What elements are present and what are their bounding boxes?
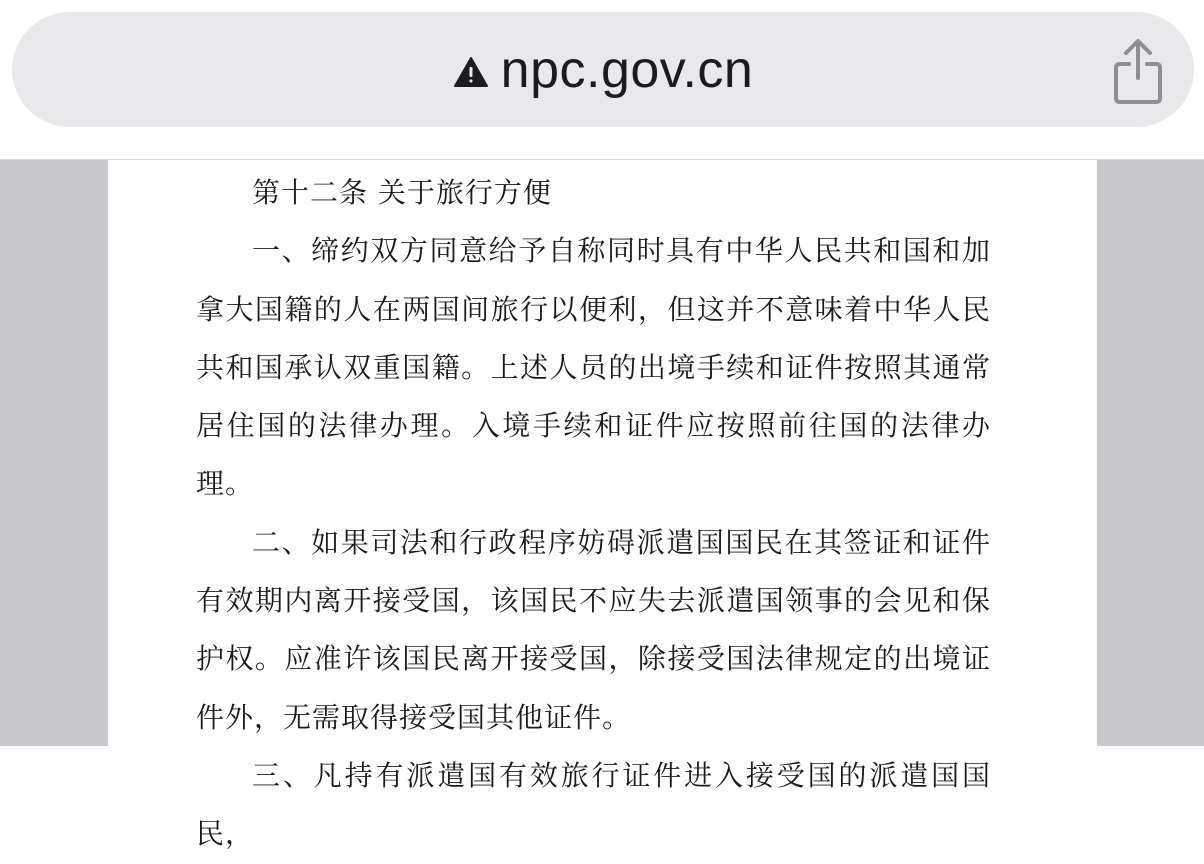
warning-triangle-icon xyxy=(453,56,489,88)
url-text[interactable]: npc.gov.cn xyxy=(500,40,754,99)
browser-top-bar xyxy=(0,0,1204,160)
page-viewport[interactable] xyxy=(0,160,1204,851)
address-bar[interactable] xyxy=(12,12,1194,127)
document-page xyxy=(108,160,1097,851)
address-bar-content xyxy=(12,12,1194,127)
article-heading: 第十二条 关于旅行方便 xyxy=(252,176,552,209)
paragraph-1: 一、缔约双方同意给予自称同时具有中华人民共和国和加拿大国籍的人在两国间旅行以便利，但这并不意味着中华人民共和国承认双重国籍。上述人员的出境手续和证件按照其通常居住国的法律办理。入境手续和证件应按照前往国的法律办理。 xyxy=(196,234,991,501)
document-content xyxy=(196,164,991,864)
paragraph-2: 二、如果司法和行政程序妨碍派遣国国民在其签证和证件有效期内离开接受国，该国民不应失去派遣国领事的会见和保护权。应准许该国民离开接受国，除接受国法律规定的出境证件外，无需取得接受国其他证件。 xyxy=(196,525,991,734)
share-icon[interactable] xyxy=(1112,36,1164,106)
paragraph-3: 三、凡持有派遣国有效旅行证件进入接受国的派遣国国民， xyxy=(196,758,991,851)
